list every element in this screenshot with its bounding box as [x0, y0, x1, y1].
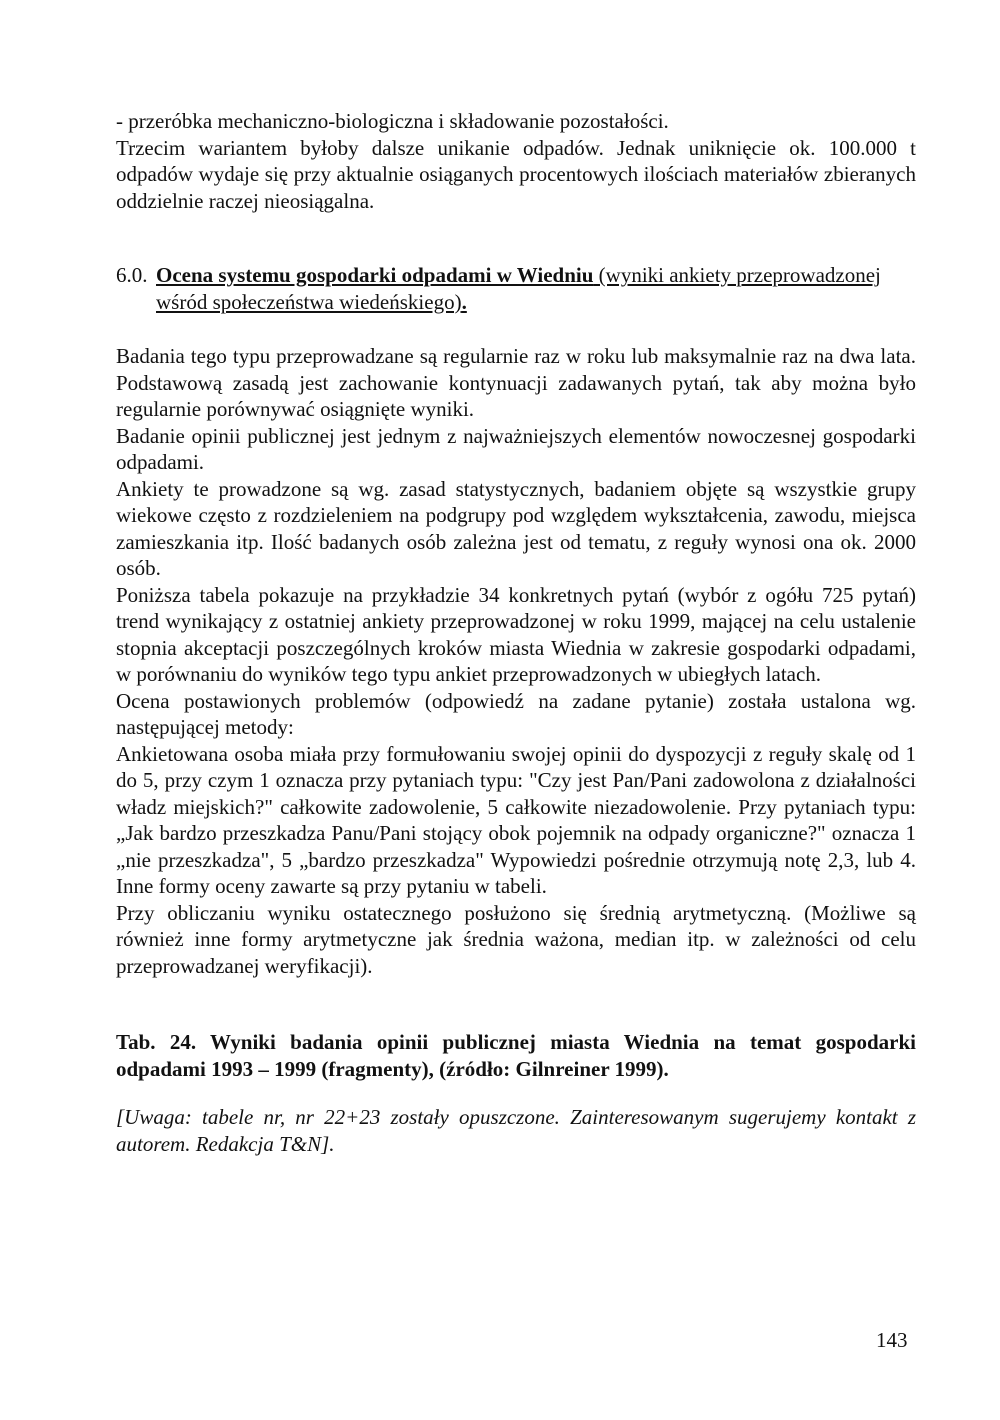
- paragraph: Ocena postawionych problemów (odpowiedź na zadane pytanie) została ustalona wg. następującej metody:: [116, 688, 916, 739]
- section-number: 6.0.: [116, 263, 148, 287]
- paragraph: Badania tego typu przeprowadzane są regularnie raz w roku lub maksymalnie raz na dwa lata. Podstawową zasadą jest zachowanie kontynuacji zadawanych pytań, tak aby można było regularnie porównywać osiągnięte wyniki.: [116, 344, 916, 421]
- bullet-item: - przeróbka mechaniczno-biologiczna i składowanie pozostałości.: [116, 109, 669, 133]
- paragraph: Przy obliczaniu wyniku ostatecznego posłużono się średnią arytmetyczną. (Możliwe są również inne formy arytmetyczne jak średnia ważona, median itp. w zależności od celu przeprowadzanej weryfikacji).: [116, 900, 916, 978]
- section-title-rest: (wyniki ankiety przeprowadzonej wśród społeczeństwa wiedeńskiego): [156, 263, 881, 314]
- section-heading: [116, 262, 916, 315]
- paragraph-intro: Trzecim wariantem byłoby dalsze unikanie odpadów. Jednak uniknięcie ok. 100.000 t odpadów wydaje się przy aktualnie osiąganych procentowych ilościach materiałów zbieranych oddzielnie raczej nieosiągalna.: [116, 135, 916, 213]
- section-title-end: .: [461, 289, 467, 314]
- paragraph: Ankiety te prowadzone są wg. zasad statystycznych, badaniem objęte są wszystkie grupy wiekowe często z rozdzieleniem na podgrupy pod względem wykształcenia, zawodu, miejsca zamieszkania itp. Ilość badanych osób zależna jest od tematu, z reguły wynosi ona ok. 2000 osób.: [116, 476, 916, 580]
- document-page: [116, 108, 916, 1178]
- section-title: [156, 262, 916, 315]
- section-title-bold: Ocena systemu gospodarki odpadami w Wiedniu: [156, 263, 594, 287]
- editorial-note: [Uwaga: tabele nr, nr 22+23 zostały opuszczone. Zainteresowanym sugerujemy kontakt z autorem. Redakcja T&N].: [116, 1105, 916, 1156]
- paragraph: Ankietowana osoba miała przy formułowaniu swojej opinii do dyspozycji z reguły skalę od 1 do 5, przy czym 1 oznacza przy pytaniach typu: "Czy jest Pan/Pani zadowolona z działalności władz miejskich?" całkowite zadowolenie, 5 całkowite niezadowolenie. Przy pytaniach typu: „Jak bardzo przeszkadza Panu/Pani stojący obok pojemnik na odpady organiczne?" oznacza 1 „nie przeszkadza", 5 „bardzo przeszkadza" Wypowiedzi pośrednie otrzymują notę 2,3, lub 4. Inne formy oceny zawarte są przy pytaniu w tabeli.: [116, 741, 916, 898]
- page-number: 143: [876, 1328, 908, 1352]
- table-caption: Tab. 24. Wyniki badania opinii publicznej miasta Wiednia na temat gospodarki odpadami 1993 – 1999 (fragmenty), (źródło: Gilnreiner 1999).: [116, 1030, 916, 1081]
- paragraph: Badanie opinii publicznej jest jednym z najważniejszych elementów nowoczesnej gospodarki odpadami.: [116, 423, 916, 474]
- paragraph: Poniższa tabela pokazuje na przykładzie 34 konkretnych pytań (wybór z ogółu 725 pytań) trend wynikający z ostatniej ankiety przeprowadzonej w roku 1999, mającej na celu ustalenie stopnia akceptacji poszczególnych kroków miasta Wiednia w zakresie gospodarki odpadami, w porównaniu do wyników tego typu ankiet przeprowadzonych w ubiegłych latach.: [116, 582, 916, 686]
